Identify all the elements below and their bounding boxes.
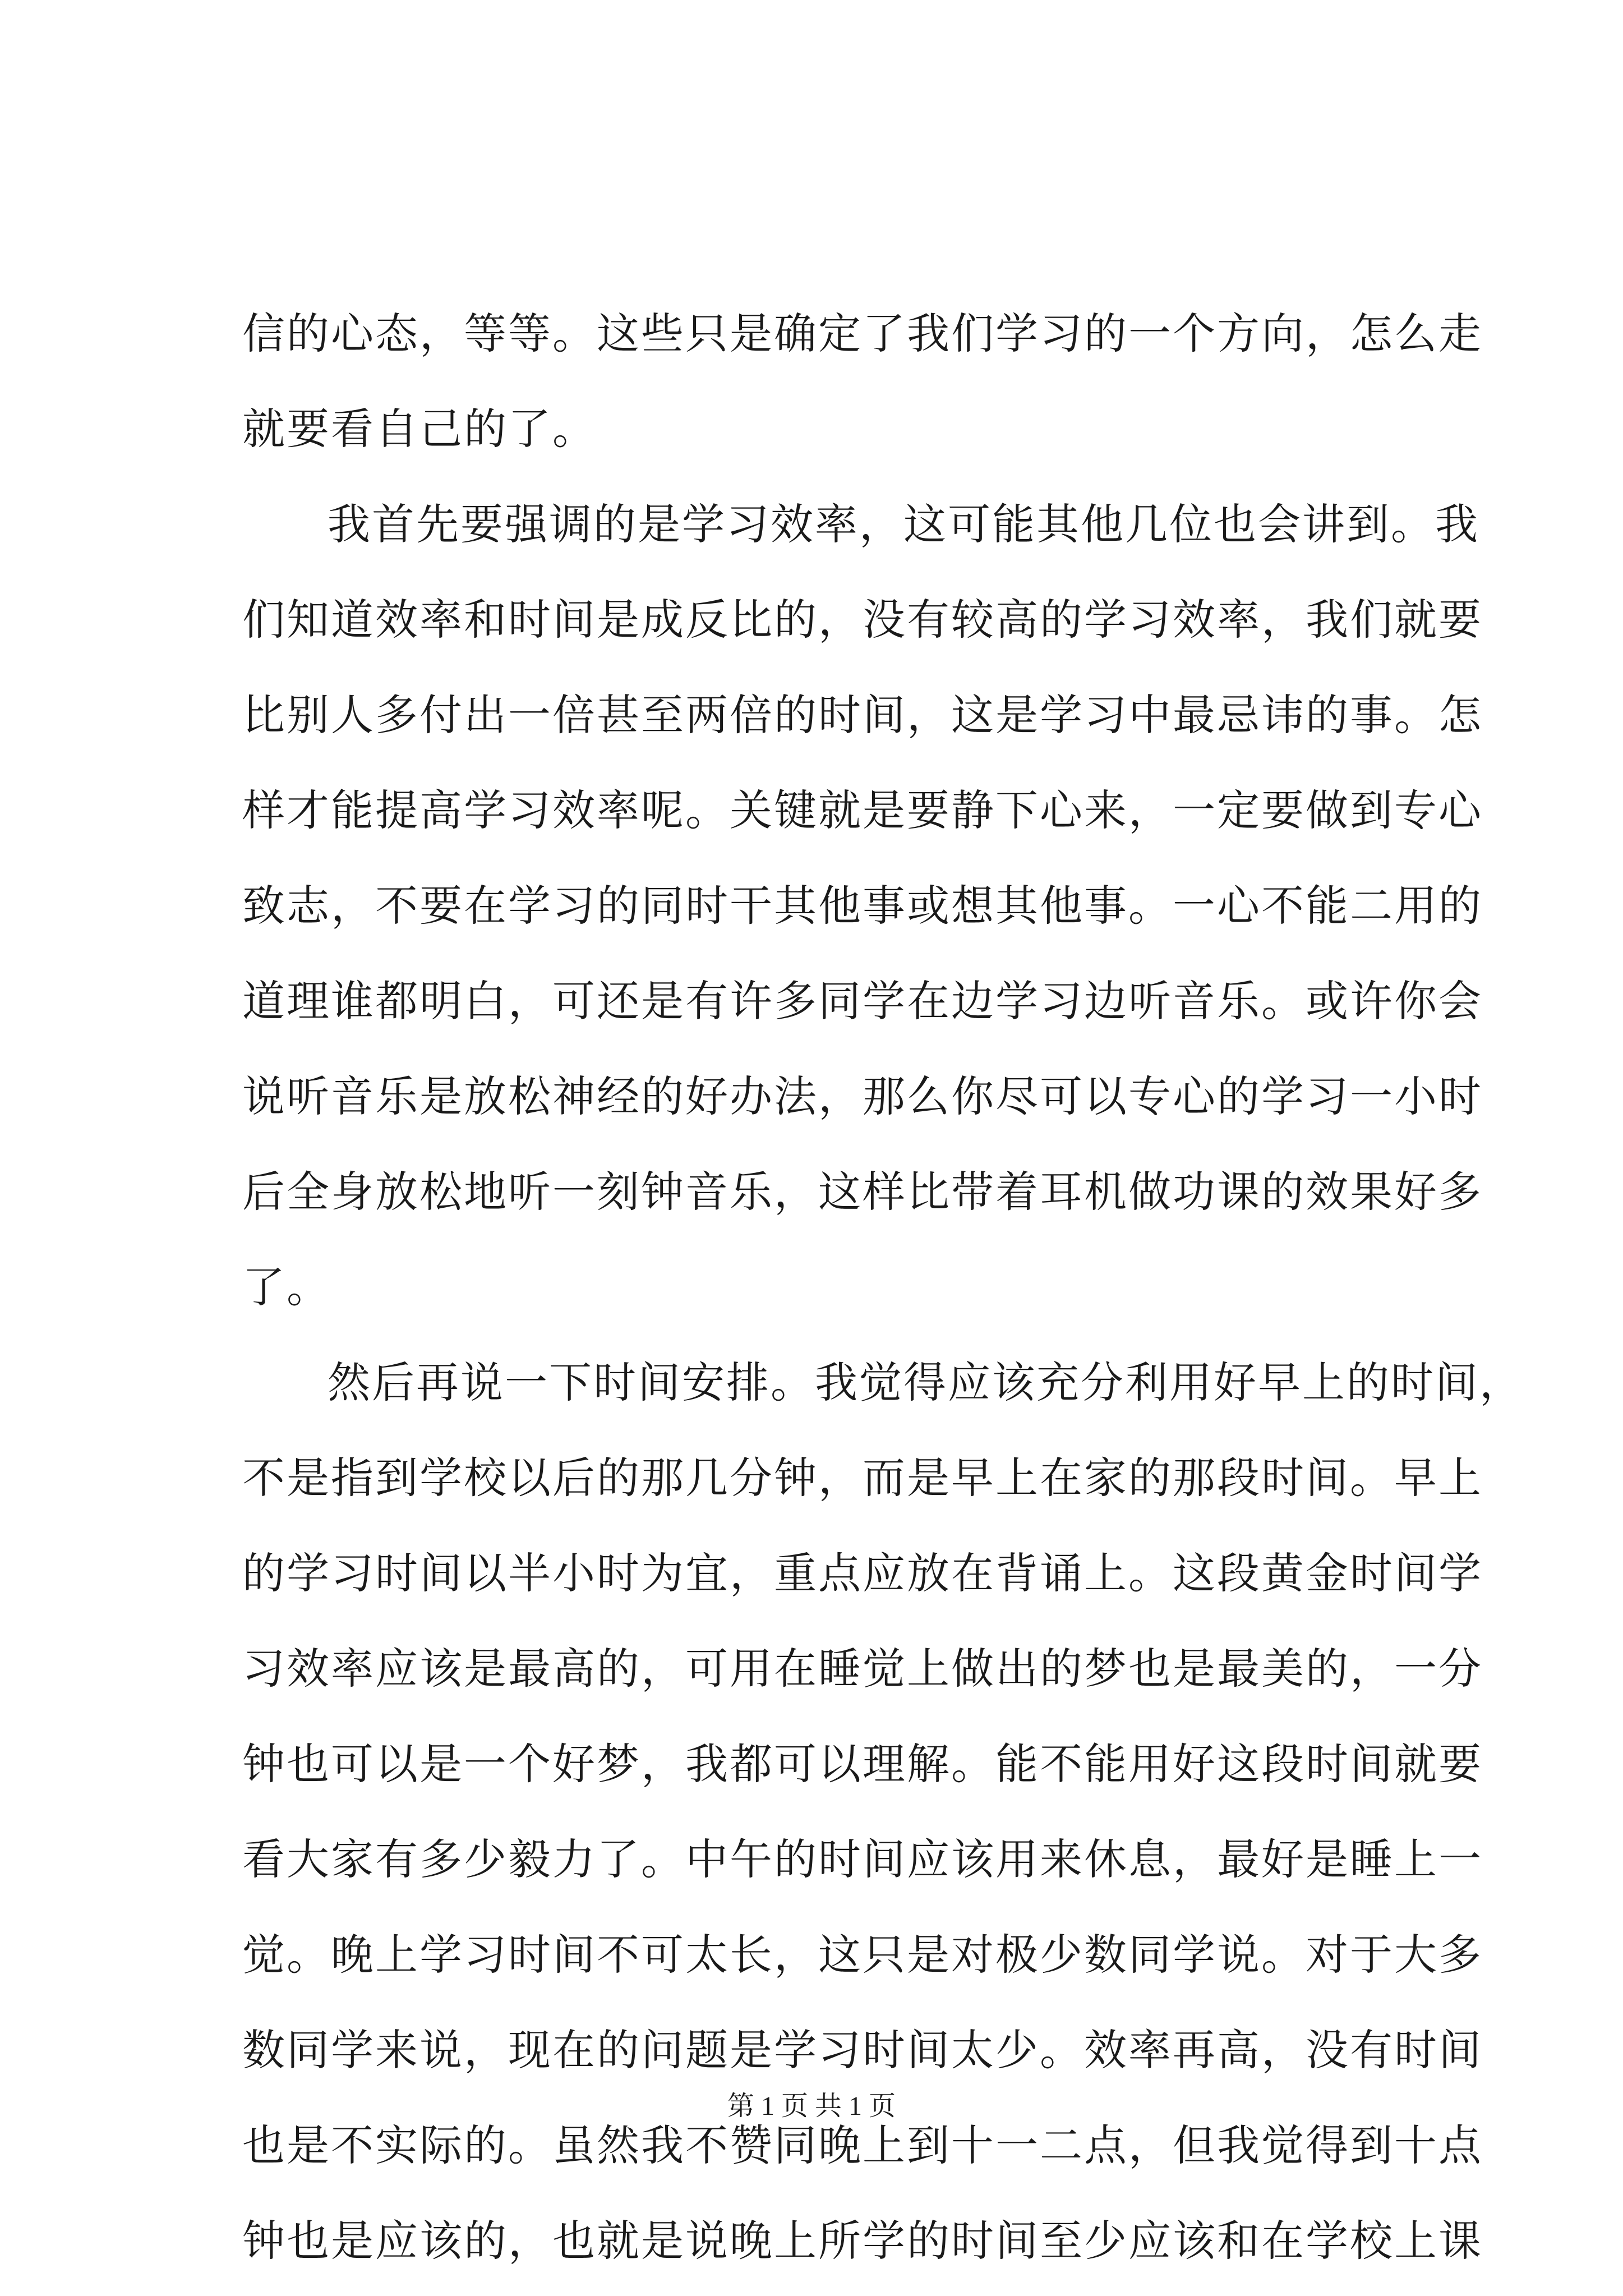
text-line: 也是不实际的。虽然我不赞同晚上到十一二点，但我觉得到十点 [242,2120,1483,2170]
text-line: 钟也是应该的，也就是说晚上所学的时间至少应该和在学校上课 [242,2216,1483,2266]
text-line: 习效率应该是最高的，可用在睡觉上做出的梦也是最美的，一分 [242,1644,1483,1694]
paragraph-start-line: 我首先要强调的是学习效率，这可能其他几位也会讲到。我 [328,499,1479,549]
text-line: 样才能提高学习效率呢。关键就是要静下心来，一定要做到专心 [242,785,1483,835]
text-line: 的学习时间以半小时为宜，重点应放在背诵上。这段黄金时间学 [242,1548,1483,1598]
text-line: 们知道效率和时间是成反比的，没有较高的学习效率，我们就要 [242,595,1483,645]
page-number-label: 第 1 页 共 1 页 [727,2091,896,2121]
text-line: 道理谁都明白，可还是有许多同学在边学习边听音乐。或许你会 [242,976,1483,1026]
text-line: 数同学来说，现在的问题是学习时间太少。效率再高，没有时间 [242,2025,1483,2075]
text-line: 觉。晚上学习时间不可太长，这只是对极少数同学说。对于大多 [242,1930,1483,1980]
text-line: 看大家有多少毅力了。中午的时间应该用来休息，最好是睡上一 [242,1834,1483,1884]
page-footer [0,2090,1623,2123]
text-line: 钟也可以是一个好梦，我都可以理解。能不能用好这段时间就要 [242,1739,1483,1789]
text-line: 致志，不要在学习的同时干其他事或想其他事。一心不能二用的 [242,881,1483,931]
body-text [242,286,1524,2289]
text-line: 后全身放松地听一刻钟音乐，这样比带着耳机做功课的效果好多 [242,1167,1483,1217]
text-line: 就要看自己的了。 [242,404,597,454]
text-line: 说听音乐是放松神经的好办法，那么你尽可以专心的学习一小时 [242,1071,1483,1121]
text-line: 不是指到学校以后的那几分钟，而是早上在家的那段时间。早上 [242,1453,1483,1503]
text-line: 比别人多付出一倍甚至两倍的时间，这是学习中最忌讳的事。怎 [242,690,1483,740]
text-line: 信的心态，等等。这些只是确定了我们学习的一个方向，怎么走 [242,309,1483,358]
paragraph-start-line: 然后再说一下时间安排。我觉得应该充分利用好早上的时间， [328,1358,1524,1407]
text-line: 了。 [242,1262,331,1312]
